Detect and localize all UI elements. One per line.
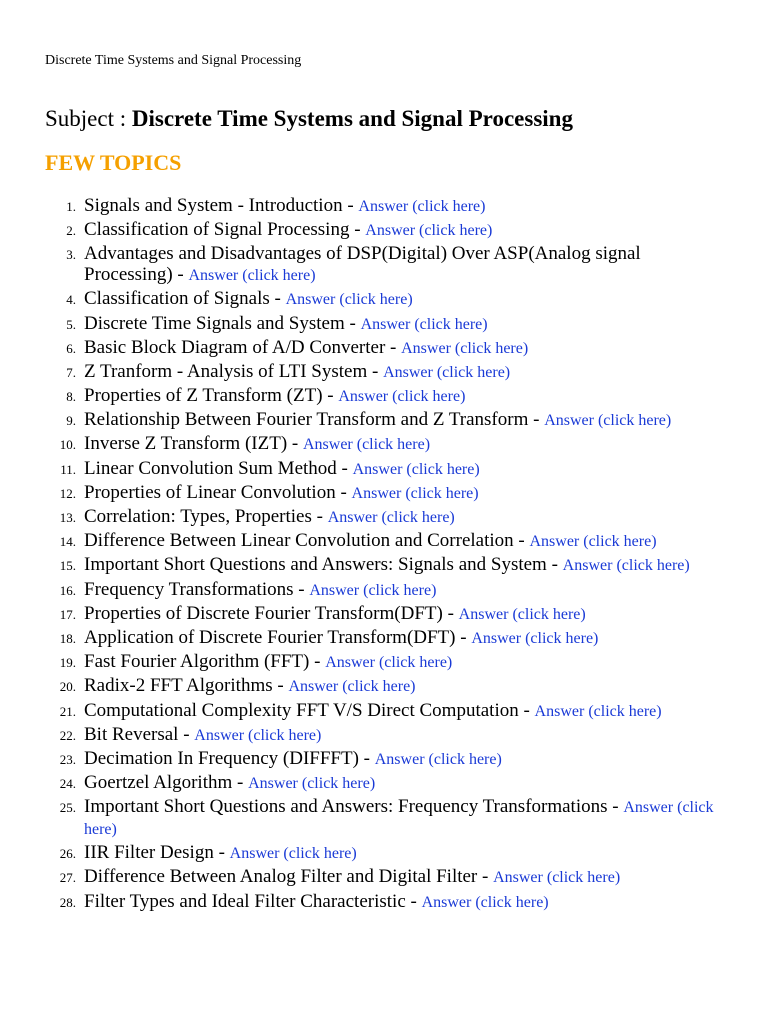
topic-number: 5. bbox=[66, 316, 76, 332]
answer-link[interactable]: Answer (click here) bbox=[302, 436, 431, 454]
topic-title: Filter Types and Ideal Filter Characteristic bbox=[84, 890, 406, 912]
topic-number: 25. bbox=[59, 800, 76, 816]
topic-number: 6. bbox=[66, 340, 76, 356]
answer-link[interactable]: Answer (click here) bbox=[471, 629, 599, 647]
topic-number: 19. bbox=[59, 655, 76, 671]
topic-number: 16. bbox=[59, 582, 76, 598]
answer-link[interactable]: Answer (click here) bbox=[544, 412, 672, 430]
topic-item bbox=[0, 843, 730, 865]
subject-prefix: Subject : bbox=[45, 106, 132, 131]
topic-separator: - bbox=[172, 264, 189, 286]
subject-name: Discrete Time Systems and Signal Processing bbox=[131, 106, 573, 131]
topic-separator: - bbox=[477, 866, 494, 888]
subject-heading bbox=[45, 104, 573, 134]
answer-link[interactable]: Answer (click here) bbox=[383, 363, 511, 381]
topic-separator: - bbox=[607, 796, 624, 818]
topic-title: Properties of Linear Convolution bbox=[84, 481, 336, 503]
topic-item bbox=[0, 797, 730, 841]
answer-link[interactable]: Answer (click here) bbox=[288, 678, 416, 696]
topic-separator: - bbox=[528, 409, 545, 431]
topic-item bbox=[0, 434, 730, 456]
topic-number: 22. bbox=[59, 727, 76, 743]
answer-link[interactable]: Answer (click here) bbox=[248, 775, 376, 793]
topic-title: Bit Reversal bbox=[84, 723, 179, 745]
answer-link[interactable]: Answer (click here) bbox=[194, 726, 322, 744]
topic-item bbox=[0, 628, 730, 650]
topic-separator: - bbox=[269, 288, 286, 310]
answer-link[interactable]: Answer (click here) bbox=[188, 267, 316, 285]
topic-number: 12. bbox=[59, 485, 76, 501]
topic-title: Basic Block Diagram of A/D Converter bbox=[84, 336, 386, 358]
topic-number: 1. bbox=[66, 199, 76, 214]
topic-title: Goertzel Algorithm bbox=[84, 772, 233, 794]
answer-link[interactable]: Answer (click here) bbox=[352, 460, 480, 478]
answer-link[interactable]: Answer (click here) bbox=[325, 654, 453, 672]
topic-number: 17. bbox=[59, 606, 76, 622]
answer-link[interactable]: Answer (click here) bbox=[327, 509, 455, 527]
topic-separator: - bbox=[344, 312, 361, 334]
page-header-title: Discrete Time Systems and Signal Processing bbox=[45, 53, 302, 68]
topic-item bbox=[0, 773, 730, 795]
topic-list bbox=[0, 196, 730, 916]
topic-number: 13. bbox=[59, 510, 76, 526]
topic-number: 2. bbox=[66, 223, 76, 239]
answer-link[interactable]: Answer (click here) bbox=[285, 291, 413, 309]
topic-item bbox=[0, 386, 730, 408]
topic-separator: - bbox=[293, 578, 310, 600]
topic-title: Relationship Between Fourier Transform and Z Transform bbox=[84, 409, 529, 431]
answer-link[interactable]: Answer (click here) bbox=[529, 533, 657, 551]
topic-item bbox=[0, 749, 730, 771]
topic-item bbox=[0, 196, 730, 218]
topic-title: Difference Between Analog Filter and Digital Filter bbox=[84, 866, 478, 888]
topic-number: 20. bbox=[59, 679, 76, 695]
topic-number: 11. bbox=[60, 461, 76, 477]
answer-link[interactable]: Answer (click here) bbox=[374, 750, 502, 768]
topic-item bbox=[0, 338, 730, 360]
topic-number: 9. bbox=[66, 413, 76, 429]
topic-separator: - bbox=[232, 772, 249, 794]
answer-link[interactable]: Answer (click here) bbox=[365, 222, 493, 240]
answer-link[interactable]: Answer (click here) bbox=[358, 198, 486, 215]
topic-number: 4. bbox=[66, 292, 76, 308]
topic-separator: - bbox=[513, 530, 530, 552]
topics-heading: FEW TOPICS bbox=[45, 150, 182, 175]
topic-title: Classification of Signals bbox=[84, 288, 270, 310]
answer-link[interactable]: Answer (click here) bbox=[338, 388, 466, 406]
answer-link[interactable]: Answer (click here) bbox=[360, 315, 488, 333]
topic-separator: - bbox=[405, 890, 422, 912]
topic-number: 10. bbox=[59, 437, 76, 453]
topic-separator: - bbox=[311, 506, 328, 528]
topic-separator: - bbox=[322, 385, 339, 407]
topic-separator: - bbox=[178, 723, 195, 745]
topic-title: Inverse Z Transform (IZT) bbox=[84, 433, 288, 455]
topic-item bbox=[0, 867, 730, 889]
topic-item bbox=[0, 701, 730, 723]
answer-link[interactable]: Answer (click here) bbox=[229, 845, 357, 863]
topic-number: 15. bbox=[59, 558, 76, 574]
topic-item bbox=[0, 507, 730, 529]
topic-number: 23. bbox=[59, 751, 76, 767]
topic-separator: - bbox=[442, 602, 459, 624]
topic-item bbox=[0, 725, 730, 747]
topic-item bbox=[0, 410, 730, 432]
topic-item bbox=[0, 289, 730, 311]
topic-separator: - bbox=[358, 747, 375, 769]
topic-number: 14. bbox=[59, 534, 76, 550]
answer-link[interactable]: Answer (click here) bbox=[84, 799, 714, 839]
topic-item bbox=[0, 604, 730, 626]
topic-title: Radix-2 FFT Algorithms bbox=[84, 675, 273, 697]
topic-item bbox=[0, 362, 730, 384]
topic-separator: - bbox=[518, 699, 535, 721]
topic-title: Important Short Questions and Answers: Signals and System bbox=[84, 554, 547, 576]
topic-title: Difference Between Linear Convolution and Correlation bbox=[84, 530, 514, 552]
topic-number: 28. bbox=[59, 894, 76, 910]
topic-number: 27. bbox=[59, 870, 76, 886]
topic-title: Application of Discrete Fourier Transform(DFT) bbox=[84, 626, 456, 648]
answer-link[interactable]: Answer (click here) bbox=[534, 702, 662, 720]
topic-separator: - bbox=[367, 360, 384, 382]
topic-title: Fast Fourier Algorithm (FFT) bbox=[84, 651, 310, 673]
topic-number: 3. bbox=[66, 247, 76, 263]
answer-link[interactable]: Answer (click here) bbox=[458, 605, 586, 623]
topic-title: Z Tranform - Analysis of LTI System bbox=[84, 360, 368, 382]
topic-item bbox=[0, 652, 730, 674]
topic-separator: - bbox=[272, 675, 289, 697]
topic-item bbox=[0, 244, 730, 287]
answer-link[interactable]: Answer (click here) bbox=[493, 869, 621, 887]
topic-title: Properties of Discrete Fourier Transform(DFT) bbox=[84, 602, 443, 624]
topic-title: Discrete Time Signals and System bbox=[84, 312, 345, 334]
topic-number: 8. bbox=[66, 389, 76, 405]
topic-item bbox=[0, 220, 730, 242]
answer-link[interactable]: Answer (click here) bbox=[562, 557, 690, 575]
topic-separator: - bbox=[287, 433, 303, 455]
topic-separator: - bbox=[213, 842, 230, 864]
topic-separator: - bbox=[385, 336, 402, 358]
topic-item bbox=[0, 580, 730, 602]
answer-link[interactable]: Answer (click here) bbox=[309, 581, 437, 599]
topic-separator: - bbox=[309, 651, 326, 673]
topic-number: 7. bbox=[66, 364, 76, 380]
topic-item bbox=[0, 483, 730, 505]
topic-separator: - bbox=[342, 195, 359, 216]
answer-link[interactable]: Answer (click here) bbox=[401, 339, 529, 357]
topic-separator: - bbox=[349, 219, 366, 241]
topic-title: Correlation: Types, Properties bbox=[84, 506, 312, 528]
topic-title: Properties of Z Transform (ZT) bbox=[84, 385, 323, 407]
topic-item bbox=[0, 892, 730, 914]
topic-item bbox=[0, 676, 730, 698]
topic-title: Computational Complexity FFT V/S Direct Computation bbox=[84, 699, 519, 721]
topic-title: Linear Convolution Sum Method bbox=[84, 457, 337, 479]
topic-title: Advantages and Disadvantages of DSP(Digital) Over ASP(Analog signal Processing) bbox=[84, 243, 641, 286]
topic-title: Classification of Signal Processing bbox=[84, 219, 350, 241]
topic-separator: - bbox=[455, 626, 472, 648]
topic-title: Signals and System - Introduction bbox=[84, 195, 343, 216]
topic-separator: - bbox=[335, 481, 352, 503]
topic-title: Frequency Transformations bbox=[84, 578, 294, 600]
topic-number: 21. bbox=[59, 703, 76, 719]
answer-link[interactable]: Answer (click here) bbox=[421, 893, 549, 911]
topic-number: 26. bbox=[59, 846, 76, 862]
topic-item bbox=[0, 555, 730, 577]
topic-number: 18. bbox=[59, 630, 76, 646]
topic-separator: - bbox=[336, 457, 353, 479]
topic-item bbox=[0, 314, 730, 336]
topic-number: 24. bbox=[59, 776, 76, 792]
topic-item bbox=[0, 531, 730, 553]
answer-link[interactable]: Answer (click here) bbox=[351, 484, 479, 502]
topic-separator: - bbox=[546, 554, 563, 576]
topic-title: Important Short Questions and Answers: Frequency Transformations bbox=[84, 796, 608, 818]
topic-item bbox=[0, 459, 730, 481]
topic-title: Decimation In Frequency (DIFFFT) bbox=[84, 747, 359, 769]
topic-title: IIR Filter Design bbox=[84, 842, 214, 864]
